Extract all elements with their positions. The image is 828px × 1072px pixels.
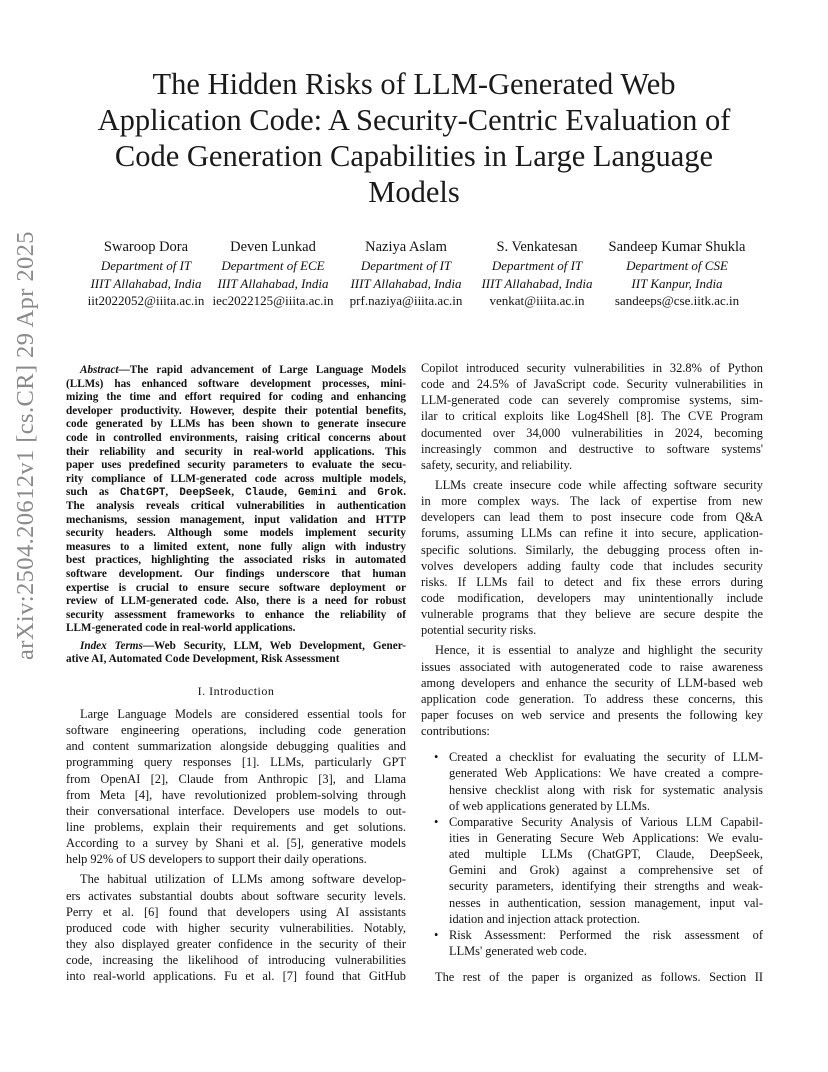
text-line: Gemini and Grok) against a comprehensive set of [449,863,763,878]
author-department: Department of IT [100,258,192,273]
text-line: • Risk Assessment: Performed the risk assessment of [449,927,763,942]
abstract-line: developer productivity. However, despite their potential benefits, [66,404,406,417]
abstract-line: paper uses predefined security parameters to evaluate the secu- [66,459,406,472]
text-line: code and 24.5% of JavaScript code. Security vulnerabilities in [421,377,763,392]
index-terms-line: ative AI, Automated Code Development, Risk Assessment [66,653,340,666]
abstract-models-line: such as ChatGPT, DeepSeek, Claude, Gemini and Grok. [66,486,407,500]
author-institution: IIIT Allahabad, India [350,275,462,291]
author-email[interactable]: iit2022052@iiita.ac.in [87,293,205,308]
abstract-line: rity compliance of LLM-generated code across multiple models, [66,472,406,485]
text-line: • Comparative Security Analysis of Various LLM Capabil- [449,814,763,829]
abstract-line: software development. Our findings underscore that human [66,567,406,580]
author-email[interactable]: sandeeps@cse.iitk.ac.in [614,293,740,308]
text-line: risks. If LLMs fail to detect and fix these errors during [421,574,763,589]
right-column [421,360,763,985]
text-line: application code generation. To address these concerns, this [421,691,763,706]
paper-title [60,66,768,210]
text-line: According to a survey by Shani et al. [5], generative models [66,836,406,851]
contribution-list-item [421,814,763,927]
abstract-line: measures to a limited extent, none fully align with industry [66,540,406,553]
text-line: software engineering operations, including code generation [66,723,406,738]
abstract-line: LLM-generated code in real-world applications. [66,622,296,635]
text-line: safety, security, and reliability. [421,457,573,472]
title-line: Models [368,175,460,209]
left-column [66,364,406,984]
text-line: Hence, it is essential to analyze and highlight the security [435,643,763,658]
author-block [462,238,612,310]
author-department: Department of IT [360,258,452,273]
text-line: Perry et al. [6] found that developers using AI assistants [66,904,406,919]
paragraph [421,477,763,638]
author-email[interactable]: venkat@iiita.ac.in [489,293,585,308]
text-line: generated Web Applications: We have created a compre- [449,766,763,781]
abstract-line: best practices, highlighting the associated risks in automated [66,554,406,567]
text-line: issues associated with autogenerated code to raise awareness [421,659,763,674]
author-name: Sandeep Kumar Shukla [608,239,746,255]
author-institution: IIIT Allahabad, India [217,275,329,291]
abstract-line: expertise is crucial to ensure secure software deployment or [66,581,406,594]
index-terms: Index Terms—Web Security, LLM, Web Development, Gener- [80,639,406,652]
text-line: documented over 34,000 vulnerabilities in 2024, becoming [421,425,763,440]
text-line: idation and injection attack protection. [449,911,640,926]
text-line: ated multiple LLMs (ChatGPT, Claude, DeepSeek, [449,847,763,862]
author-block [331,238,481,310]
author-name: Deven Lunkad [230,239,316,255]
text-line: ers activates substantial doubts about software security levels. [66,888,406,903]
text-line: produced code with higher security vulnerabilities. Notably, [66,920,406,935]
model-name: ChatGPT [120,487,166,500]
text-line: contributions: [421,724,490,739]
text-line: line problems, explain their requirements and get solutions. [66,820,406,835]
text-line: code modification, developers may unintentionally include [421,590,763,605]
author-institution: IIIT Allahabad, India [90,275,202,291]
abstract-line: (LLMs) has enhanced software development processes, mini- [66,377,406,390]
author-email[interactable]: prf.naziya@iiita.ac.in [349,293,463,308]
author-email[interactable]: iec2022125@iiita.ac.in [212,293,334,308]
intro-paragraph-1 [66,706,406,867]
abstract-line: mechanisms, session management, input validation and HTTP [66,513,406,526]
model-name: DeepSeek [179,487,232,500]
text-line: forums, assuming LLMs can refine it into secure, application- [421,526,763,541]
abstract-line: code generated by LLMs has been shown to generate insecure [66,418,406,431]
author-block [198,238,348,310]
text-line: code, increasing the likelihood of introducing vulnerabilities [66,953,406,968]
text-line: programming query responses [1]. LLMs, particularly GPT [66,755,406,770]
abstract-line: The analysis reveals critical vulnerabilities in authentication [66,499,406,512]
text-line: LLMs create insecure code while affecting software security [435,477,763,492]
text-line: ities in Generating Secure Web Applications: We evalu- [449,830,763,845]
text-line: ilar to critical exploits like Log4Shell [8]. The CVE Program [421,409,763,424]
abstract-line: security assessment frameworks to enhance the reliability of [66,608,406,621]
text-line: increasingly common and destructive to software systems' [421,441,763,456]
text-line: volves developers adding faulty code that includes security [421,558,763,573]
abstract-line: security headers. Although some models implement security [66,527,406,540]
paragraph [421,642,763,739]
author-department: Department of ECE [221,258,325,273]
text-line: developers can lead them to post insecure code from Q&A [421,510,763,525]
text-line: from Meta [4], have revolutionized problem-solving through [66,787,406,802]
text-line: LLMs' generated web code. [449,943,587,958]
index-terms-lead: Index Terms [80,639,143,652]
text-line: vulnerable programs that they believe are secure despite the [421,607,763,622]
text-line: Copilot introduced security vulnerabilities in 32.8% of Python [421,361,763,375]
text-line: into real-world applications. Fu et al. [7] found that GitHub [66,969,406,984]
abstract-line: mizing the time and effort required for coding and enhancing [66,391,406,404]
author-name: S. Venkatesan [496,239,578,255]
text-line: they also displayed greater confidence in the security of their [66,937,406,952]
abstract-lead: Abstract [80,364,119,376]
model-name: Gemini [298,487,337,500]
abstract [66,364,406,667]
text-line: paper focuses on web service and presents the following key [421,707,763,722]
author-block [602,238,752,310]
intro-paragraph-2 [66,871,406,984]
arxiv-identifier: arXiv:2504.20612v1 [cs.CR] 29 Apr 2025 [12,231,39,660]
abstract-line: review of LLM-generated code. Also, there is a need for robust [66,595,406,608]
text-line: • Created a checklist for evaluating the security of LLM- [449,750,763,765]
contribution-list-item [421,927,763,959]
abstract-line: code in controlled environments, raising critical concerns about [66,431,406,444]
text-line: potential security risks. [421,623,537,638]
author-institution: IIT Kanpur, India [631,275,723,291]
contribution-list-item [421,749,763,814]
author-list [0,238,828,310]
text-line: security parameters, identifying their strengths and weak- [449,879,763,894]
text-line: Large Language Models are considered essential tools for [80,707,406,722]
text-line: help 92% of US developers to support their daily operations. [66,852,367,867]
model-name: Grok [377,487,404,500]
text-line: nesses in authentication, session management, input val- [449,895,763,910]
paragraph [421,360,763,473]
abstract-line: —The rapid advancement of Large Language Models [118,364,406,376]
author-department: Department of IT [491,258,583,273]
text-line: and content summarization alongside debugging qualities and [66,739,406,754]
text-line: hensive checklist along with risk for systematic analysis [449,782,763,797]
author-institution: IIIT Allahabad, India [481,275,593,291]
text-line: from OpenAI [2], Claude from Anthropic [3], and Llama [66,771,406,786]
text-line: LLM-generated code can severely compromise systems, sim- [421,393,763,408]
author-department: Department of CSE [626,258,728,273]
title-line: The Hidden Risks of LLM-Generated Web [152,67,676,101]
text-line: their conversational interface. Developers use models to out- [66,803,406,818]
text-line: specific solutions. Similarly, the debugging process often in- [421,542,763,557]
text-line: The habitual utilization of LLMs among software develop- [80,872,406,887]
text-line: in more complex ways. The lack of expertise from new [421,494,763,509]
title-line: Code Generation Capabilities in Large Language [114,139,714,173]
author-name: Swaroop Dora [103,239,189,255]
abstract-line: their reliability and security in real-world applications. This [66,445,406,458]
author-name: Naziya Aslam [365,239,447,255]
model-name: Claude [245,487,285,500]
closing-line: The rest of the paper is organized as follows. Section II [435,970,763,985]
text-line: among developers and enhance the security of LLM-based web [421,675,763,690]
text-line: of web applications generated by LLMs. [449,798,650,813]
title-line: Application Code: A Security-Centric Evaluation of [97,103,731,137]
section-heading: I. Introduction [197,684,275,699]
